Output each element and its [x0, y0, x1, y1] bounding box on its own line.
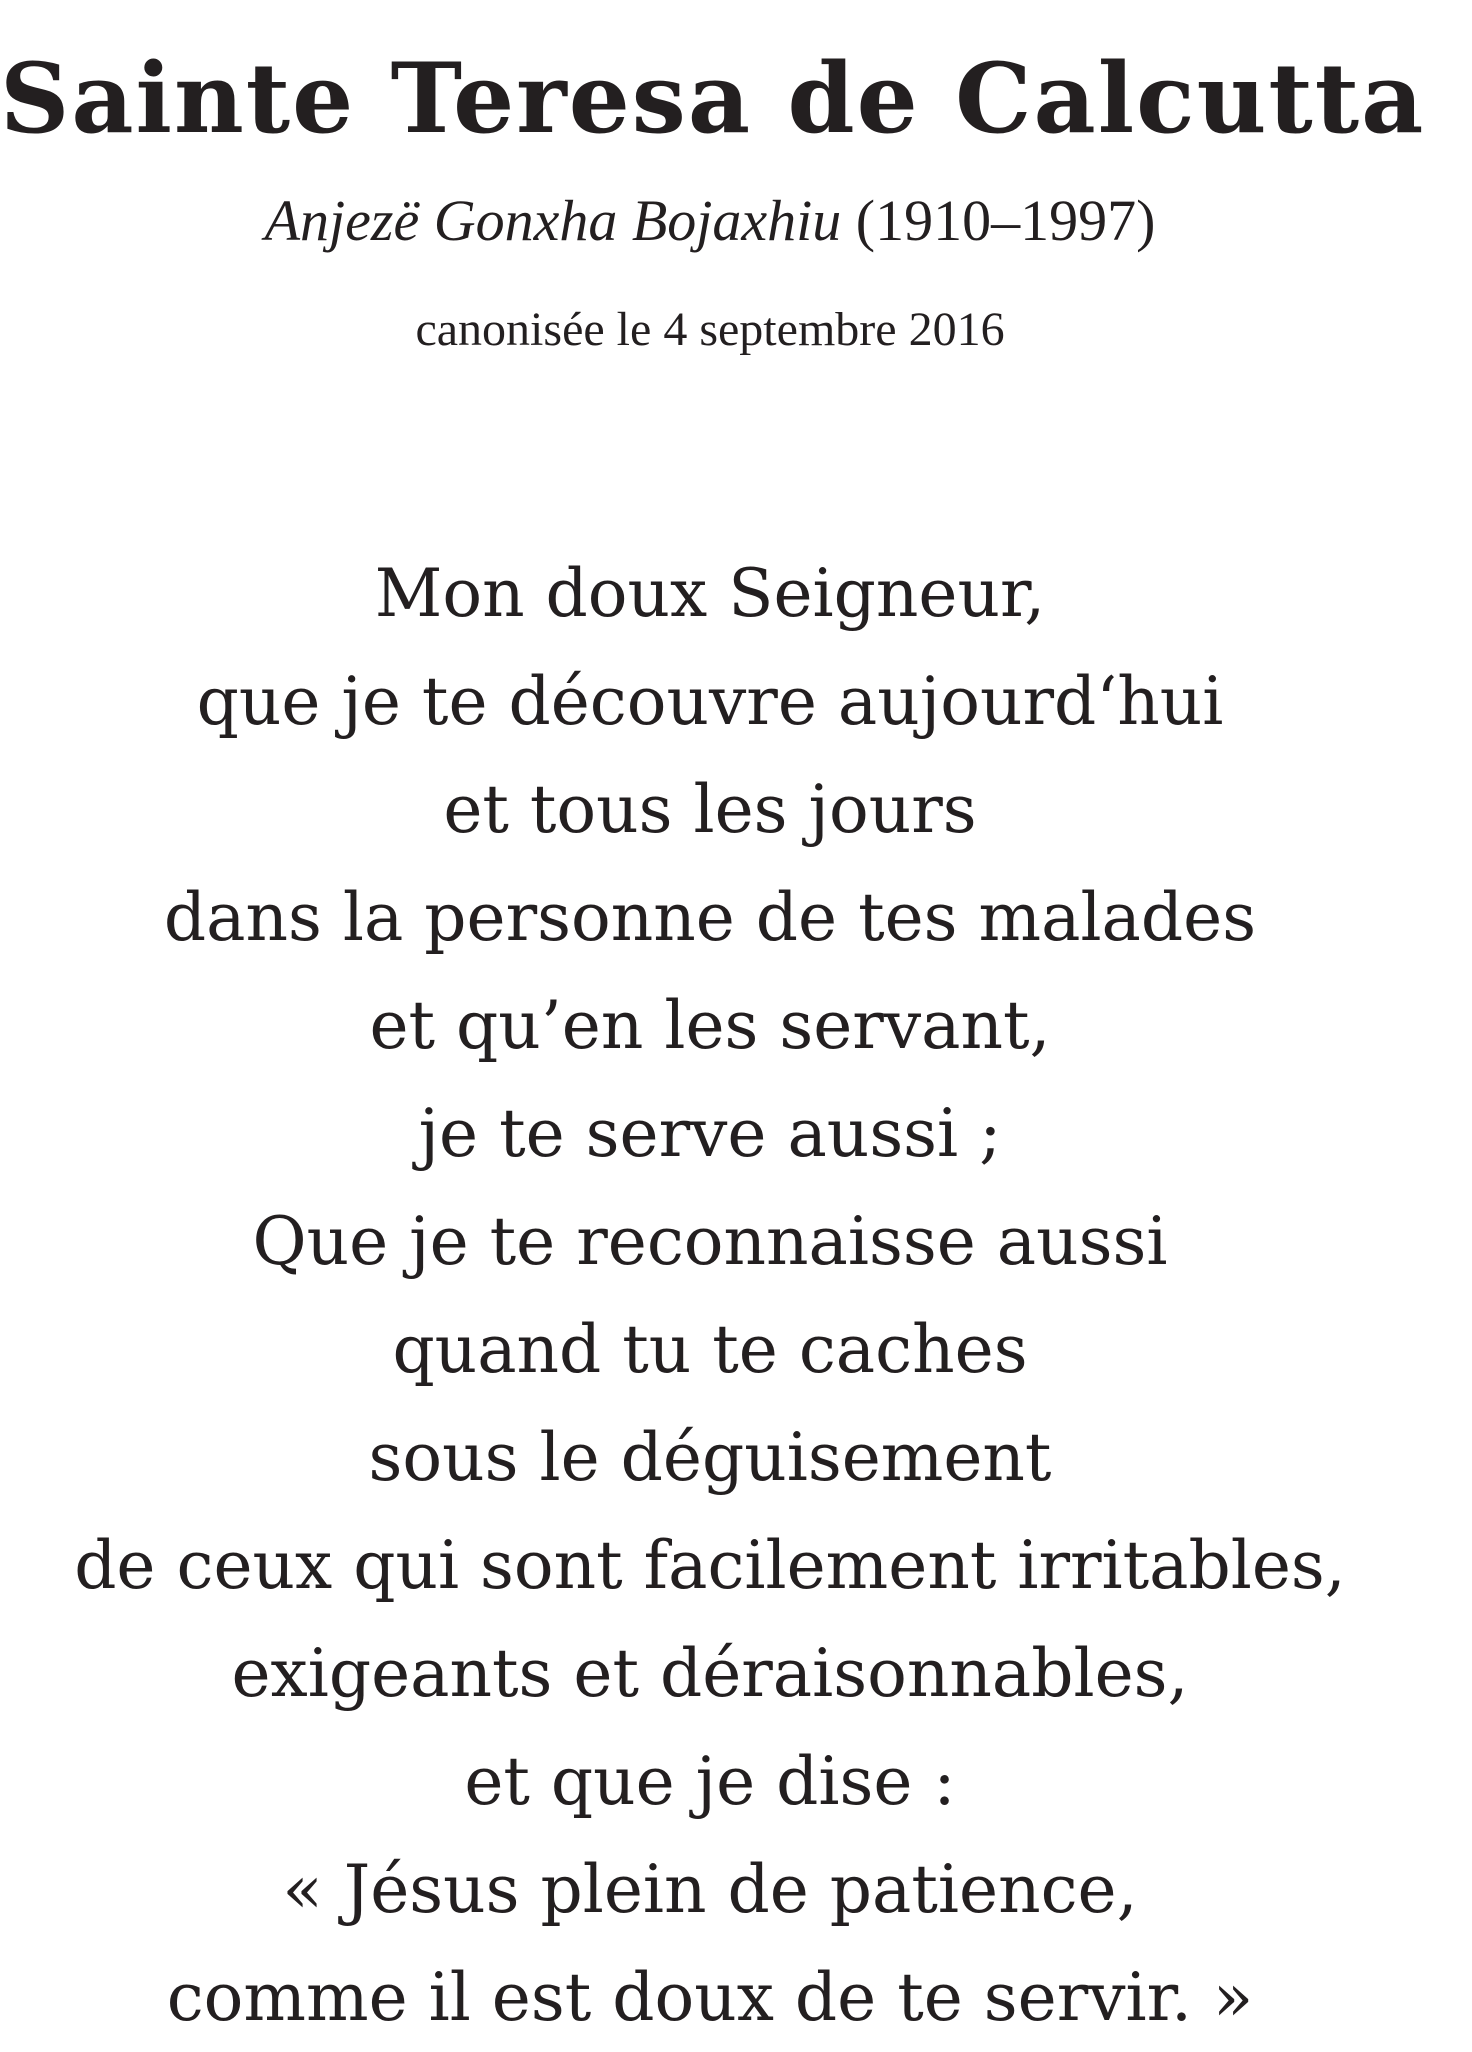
prayer-line: dans la personne de tes malades — [163, 879, 1257, 956]
life-dates: (1910–1997) — [855, 188, 1156, 253]
prayer-line: et que je dise : — [464, 1743, 956, 1820]
prayer-line: sous le déguisement — [368, 1419, 1052, 1496]
prayer-text — [0, 540, 1420, 2052]
prayer-line: Mon doux Seigneur, — [374, 555, 1046, 632]
prayer-line: je te serve aussi ; — [418, 1095, 1002, 1172]
prayer-line: et qu’en les servant, — [369, 987, 1051, 1064]
prayer-line: quand tu te caches — [392, 1311, 1028, 1388]
prayer-line: que je te découvre aujourd‘hui — [196, 663, 1224, 740]
prayer-line: et tous les jours — [443, 771, 977, 848]
prayer-line: exigeants et déraisonnables, — [231, 1635, 1189, 1712]
prayer-line: comme il est doux de te servir. » — [166, 1959, 1254, 2036]
birth-name: Anjezë Gonxha Bojaxhiu — [264, 188, 842, 253]
prayer-line: Que je te reconnaisse aussi — [252, 1203, 1168, 1280]
prayer-line: « Jésus plein de patience, — [282, 1851, 1138, 1928]
subtitle — [0, 186, 1420, 256]
prayer-line: de ceux qui sont facilement irritables, — [74, 1527, 1346, 1604]
page-title: Sainte Teresa de Calcutta — [0, 42, 1426, 155]
canonization-date: canonisée le 4 septembre 2016 — [415, 303, 1005, 356]
